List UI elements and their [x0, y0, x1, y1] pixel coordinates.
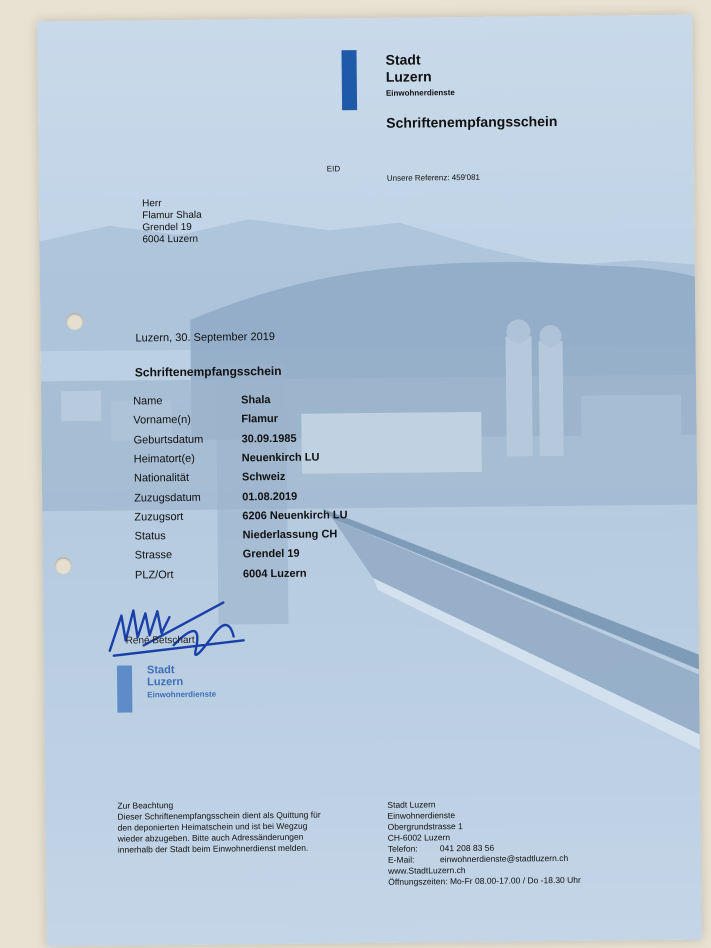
contact-email-label: E-Mail: — [387, 854, 415, 865]
stamp-line-1: Stadt — [146, 664, 175, 677]
date-line: Luzern, 30. September 2019 — [135, 330, 275, 345]
notice-line: wieder abzugeben. Bitte auch Adressänderungen — [117, 831, 304, 844]
field-value: Neuenkirch LU — [241, 451, 320, 465]
recipient-name: Flamur Shala — [142, 209, 202, 222]
contact-city: CH-6002 Luzern — [387, 832, 451, 843]
recipient-salutation: Herr — [142, 198, 162, 210]
field-value: 01.08.2019 — [242, 490, 298, 503]
field-value: Flamur — [241, 413, 279, 426]
contact-street: Obergrundstrasse 1 — [387, 821, 463, 832]
field-label: Name — [133, 395, 163, 408]
eid-label: EID — [326, 164, 341, 174]
contact-email: einwohnerdienste@stadtluzern.ch — [439, 852, 569, 865]
document-title: Schriftenempfangsschein — [386, 113, 558, 131]
logo-line-2: Luzern — [385, 68, 432, 85]
field-label: Status — [134, 530, 166, 543]
document-page — [37, 15, 702, 947]
reference-number: Unsere Referenz: 459'081 — [386, 172, 481, 183]
field-value: Shala — [241, 394, 271, 407]
field-value: 30.09.1985 — [241, 432, 297, 445]
contact-web: www.StadtLuzern.ch — [388, 865, 466, 876]
punch-hole — [66, 313, 83, 330]
field-label: Zuzugsdatum — [134, 491, 201, 504]
signatory-name: René Betschart — [125, 634, 195, 647]
field-value: 6206 Neuenkirch LU — [242, 509, 348, 523]
contact-hours: Öffnungszeiten: Mo-Fr 08.00-17.00 / Do -18.30 Uhr — [388, 874, 581, 887]
field-value: 6004 Luzern — [242, 567, 307, 581]
field-label: Zuzugsort — [134, 510, 184, 524]
field-value: Niederlassung CH — [242, 528, 338, 542]
contact-phone: 041 208 83 56 — [439, 842, 495, 854]
field-value: Grendel 19 — [242, 548, 300, 561]
recipient-street: Grendel 19 — [142, 221, 192, 234]
field-label: Heimatort(e) — [133, 452, 195, 466]
field-value: Schweiz — [241, 471, 286, 484]
section-title: Schriftenempfangsschein — [134, 363, 282, 380]
field-label: Vorname(n) — [133, 414, 191, 427]
stamp-line-2: Luzern — [147, 675, 184, 689]
stamp-logo-bar — [117, 665, 132, 712]
field-label: Strasse — [134, 549, 173, 562]
field-label: PLZ/Ort — [134, 568, 174, 582]
notice-line: innerhalb der Stadt beim Einwohnerdienst melden. — [117, 842, 309, 855]
contact-phone-label: Telefon: — [387, 843, 418, 854]
notice-line: den deponierten Heimatschein und ist bei Wegzug — [117, 820, 308, 833]
stamp-line-3: Einwohnerdienste — [147, 689, 217, 700]
punch-hole — [55, 557, 72, 574]
city-logo-bar — [341, 50, 357, 110]
notice-line: Dieser Schriftenempfangsschein dient als Quittung für — [117, 809, 321, 822]
field-label: Nationalität — [133, 472, 190, 485]
field-label: Geburtsdatum — [133, 433, 204, 447]
logo-line-1: Stadt — [385, 51, 421, 68]
recipient-city: 6004 Luzern — [142, 233, 199, 246]
notice-title: Zur Beachtung — [117, 800, 174, 811]
contact-dept: Einwohnerdienste — [387, 810, 456, 821]
logo-line-3: Einwohnerdienste — [385, 88, 455, 98]
contact-org: Stadt Luzern — [387, 799, 436, 810]
